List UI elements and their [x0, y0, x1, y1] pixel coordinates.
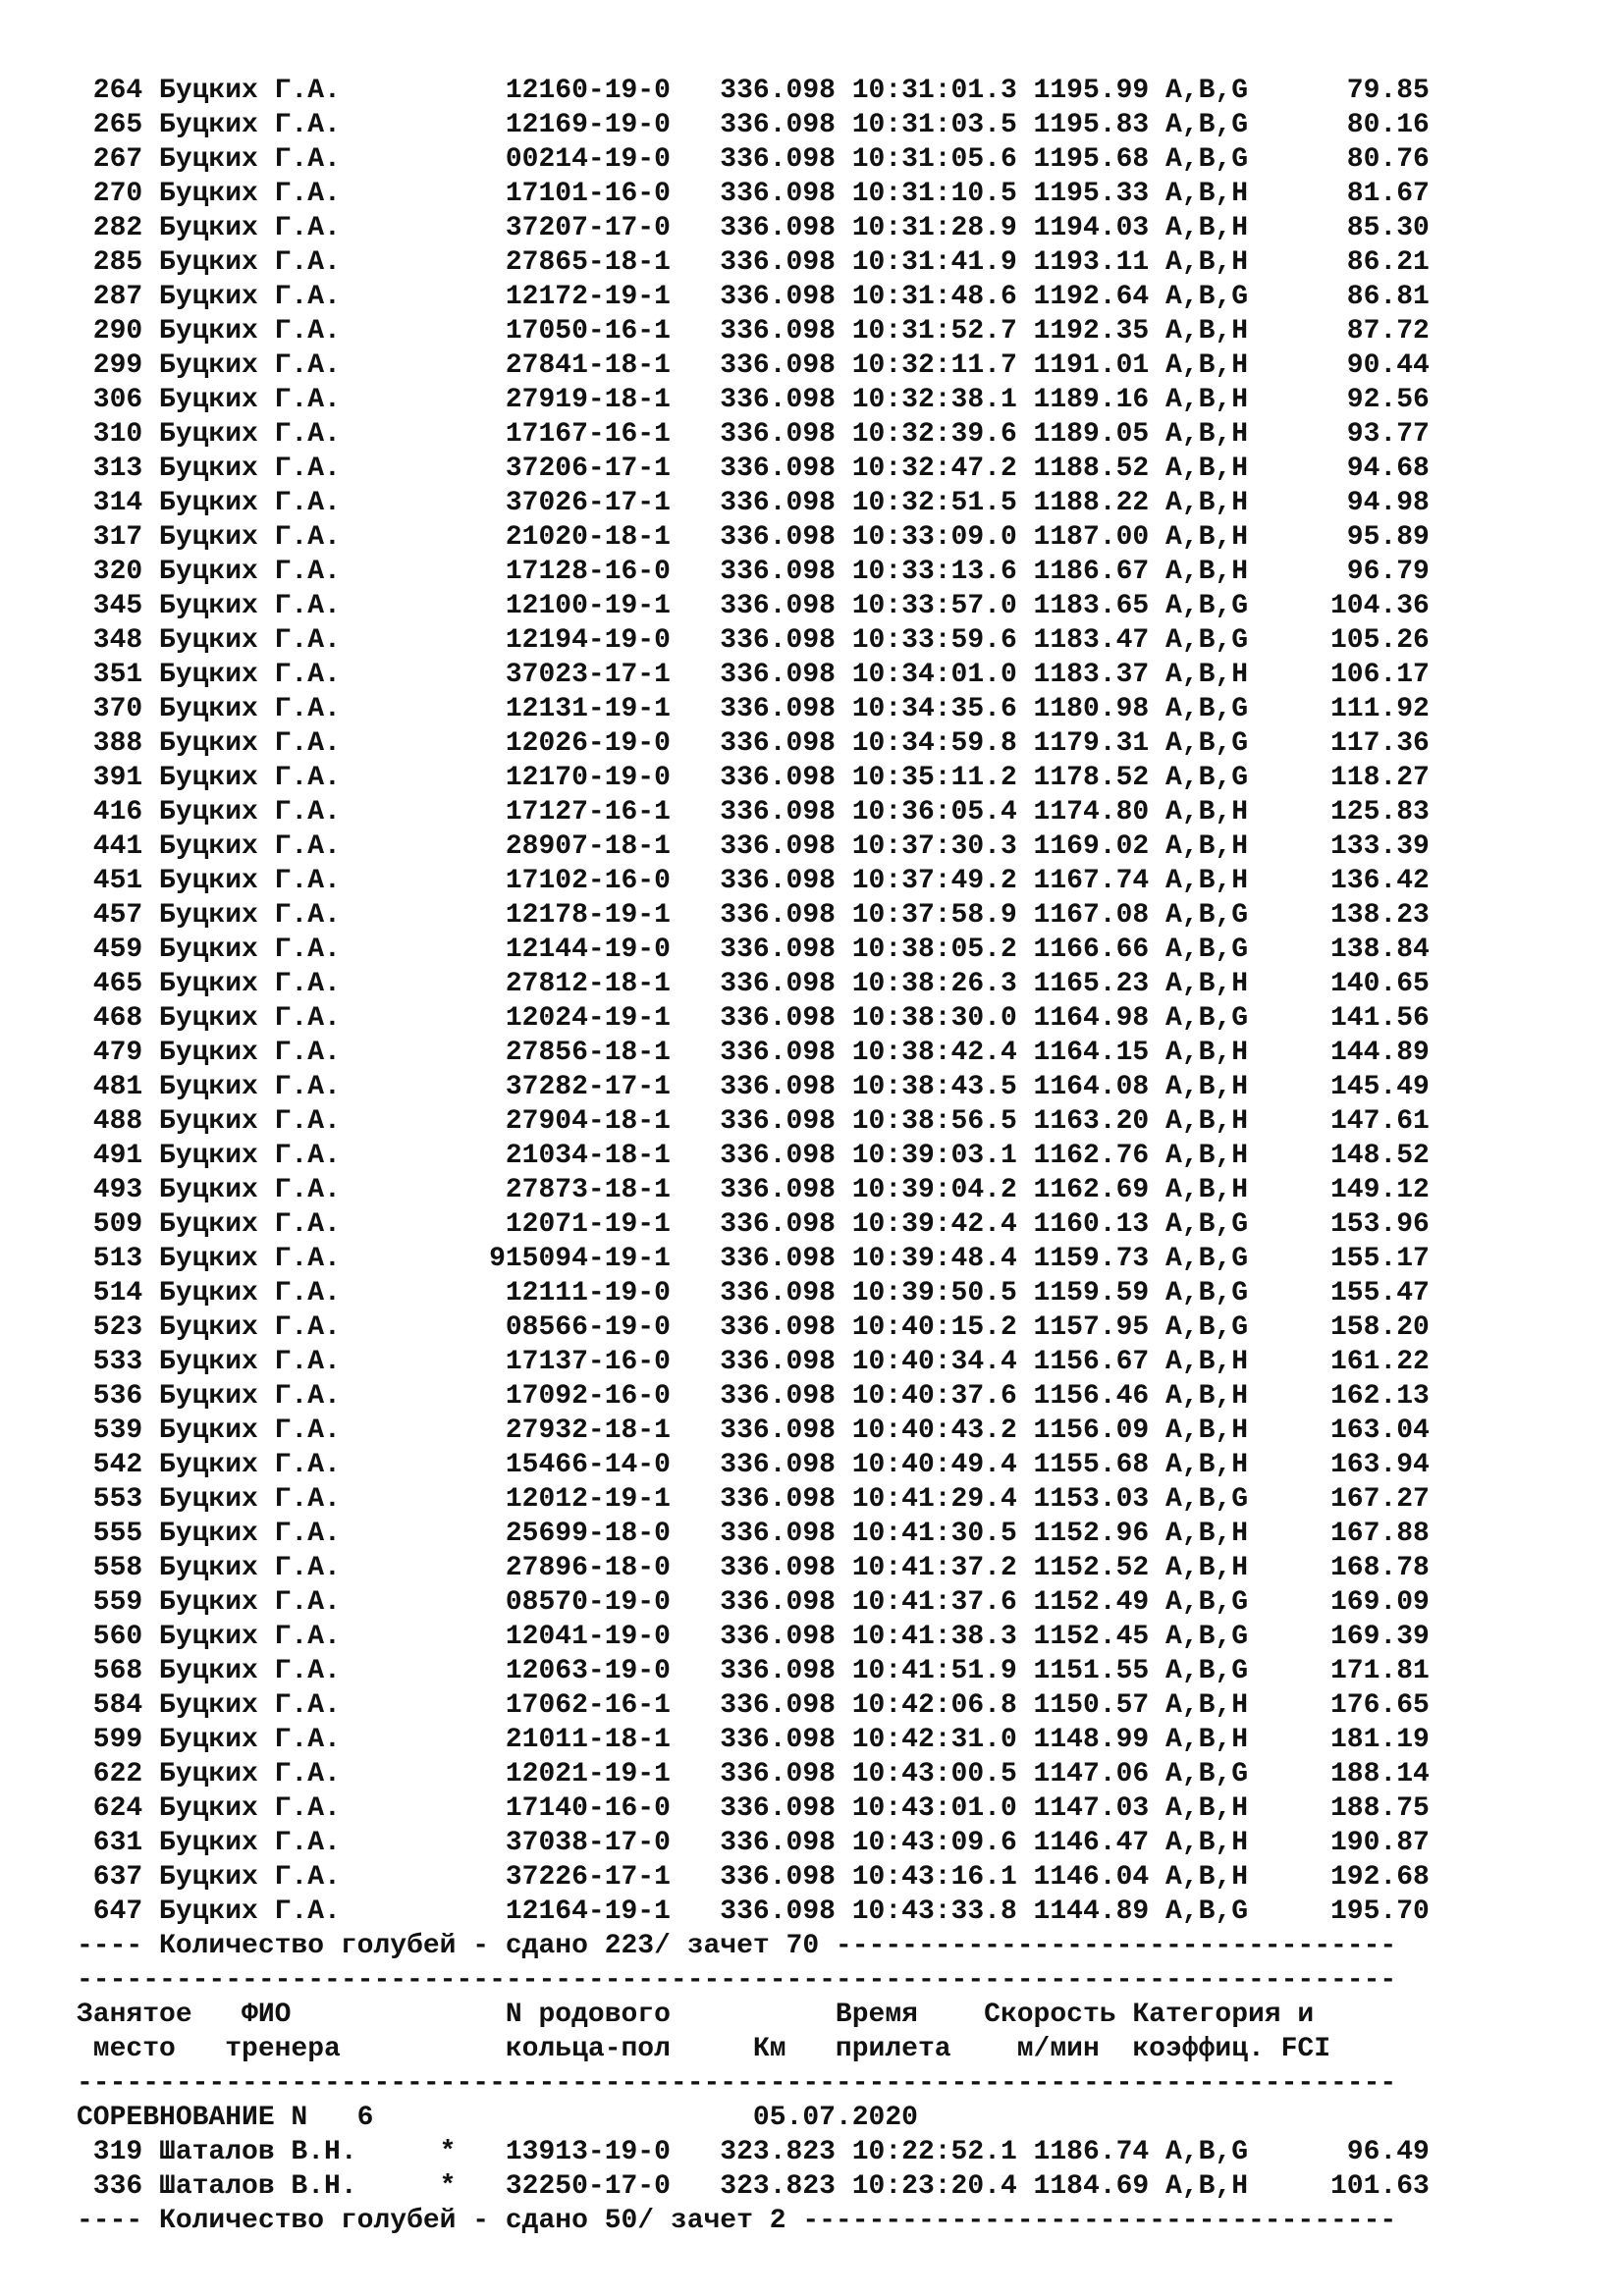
listing-line: 465 Буцких Г.А. 27812-18-1 336.098 10:38:26.3 1165.23 A,B,H 140.65 [77, 969, 1430, 999]
listing-line: 320 Буцких Г.А. 17128-16-0 336.098 10:33:13.6 1186.67 A,B,H 96.79 [77, 557, 1430, 587]
listing-line: СОРЕВНОВАНИЕ N 6 05.07.2020 [77, 2103, 918, 2133]
listing-line: 336 Шаталов В.Н. * 32250-17-0 323.823 10:23:20.4 1184.69 A,B,H 101.63 [77, 2171, 1430, 2202]
listing-line: 637 Буцких Г.А. 37226-17-1 336.098 10:43:16.1 1146.04 A,B,H 192.68 [77, 1862, 1430, 1893]
listing-line: 348 Буцких Г.А. 12194-19-0 336.098 10:33:59.6 1183.47 A,B,G 105.26 [77, 625, 1430, 656]
listing-line: ---- Количество голубей - сдано 223/ зачет 70 ---------------------------------- [77, 1931, 1397, 1961]
listing-line: 290 Буцких Г.А. 17050-16-1 336.098 10:31:52.7 1192.35 A,B,H 87.72 [77, 316, 1430, 347]
listing-line: 622 Буцких Г.А. 12021-19-1 336.098 10:43:00.5 1147.06 A,B,G 188.14 [77, 1759, 1430, 1789]
listing-line: 493 Буцких Г.А. 27873-18-1 336.098 10:39:04.2 1162.69 A,B,H 149.12 [77, 1175, 1430, 1205]
listing-line: 568 Буцких Г.А. 12063-19-0 336.098 10:41:51.9 1151.55 A,B,G 171.81 [77, 1656, 1430, 1686]
listing-line: 491 Буцких Г.А. 21034-18-1 336.098 10:39:03.1 1162.76 A,B,H 148.52 [77, 1141, 1430, 1171]
listing-line: 523 Буцких Г.А. 08566-19-0 336.098 10:40:15.2 1157.95 A,B,G 158.20 [77, 1312, 1430, 1343]
listing-line: 539 Буцких Г.А. 27932-18-1 336.098 10:40:43.2 1156.09 A,B,H 163.04 [77, 1415, 1430, 1446]
listing-line: 584 Буцких Г.А. 17062-16-1 336.098 10:42:06.8 1150.57 A,B,H 176.65 [77, 1690, 1430, 1721]
results-listing [77, 74, 1430, 2238]
listing-line: 391 Буцких Г.А. 12170-19-0 336.098 10:35:11.2 1178.52 A,B,G 118.27 [77, 763, 1430, 793]
listing-line: 459 Буцких Г.А. 12144-19-0 336.098 10:38:05.2 1166.66 A,B,G 138.84 [77, 934, 1430, 965]
listing-line: 553 Буцких Г.А. 12012-19-1 336.098 10:41:29.4 1153.03 A,B,G 167.27 [77, 1484, 1430, 1515]
listing-line: 624 Буцких Г.А. 17140-16-0 336.098 10:43:01.0 1147.03 A,B,H 188.75 [77, 1793, 1430, 1824]
listing-line: 509 Буцких Г.А. 12071-19-1 336.098 10:39:42.4 1160.13 A,B,G 153.96 [77, 1209, 1430, 1240]
listing-line: 314 Буцких Г.А. 37026-17-1 336.098 10:32:51.5 1188.22 A,B,H 94.98 [77, 488, 1430, 518]
listing-line: -------------------------------------------------------------------------------- [77, 1965, 1397, 1996]
listing-line: 457 Буцких Г.А. 12178-19-1 336.098 10:37:58.9 1167.08 A,B,G 138.23 [77, 900, 1430, 931]
listing-line: 285 Буцких Г.А. 27865-18-1 336.098 10:31:41.9 1193.11 A,B,H 86.21 [77, 247, 1430, 278]
listing-line: 282 Буцких Г.А. 37207-17-0 336.098 10:31:28.9 1194.03 A,B,H 85.30 [77, 213, 1430, 243]
listing-line: -------------------------------------------------------------------------------- [77, 2068, 1397, 2099]
listing-line: 599 Буцких Г.А. 21011-18-1 336.098 10:42:31.0 1148.99 A,B,H 181.19 [77, 1725, 1430, 1755]
listing-line: 345 Буцких Г.А. 12100-19-1 336.098 10:33:57.0 1183.65 A,B,G 104.36 [77, 591, 1430, 621]
listing-line: 310 Буцких Г.А. 17167-16-1 336.098 10:32:39.6 1189.05 A,B,H 93.77 [77, 419, 1430, 450]
listing-line: 514 Буцких Г.А. 12111-19-0 336.098 10:39:50.5 1159.59 A,B,G 155.47 [77, 1278, 1430, 1308]
listing-line: 468 Буцких Г.А. 12024-19-1 336.098 10:38:30.0 1164.98 A,B,G 141.56 [77, 1003, 1430, 1034]
listing-line: 555 Буцких Г.А. 25699-18-0 336.098 10:41:30.5 1152.96 A,B,H 167.88 [77, 1519, 1430, 1549]
listing-line: 533 Буцких Г.А. 17137-16-0 336.098 10:40:34.4 1156.67 A,B,H 161.22 [77, 1347, 1430, 1377]
listing-line: 370 Буцких Г.А. 12131-19-1 336.098 10:34:35.6 1180.98 A,B,G 111.92 [77, 694, 1430, 724]
listing-line: 313 Буцких Г.А. 37206-17-1 336.098 10:32:47.2 1188.52 A,B,H 94.68 [77, 454, 1430, 484]
listing-line: 481 Буцких Г.А. 37282-17-1 336.098 10:38:43.5 1164.08 A,B,H 145.49 [77, 1072, 1430, 1102]
listing-line: 416 Буцких Г.А. 17127-16-1 336.098 10:36:05.4 1174.80 A,B,H 125.83 [77, 797, 1430, 828]
listing-line: 479 Буцких Г.А. 27856-18-1 336.098 10:38:42.4 1164.15 A,B,H 144.89 [77, 1038, 1430, 1068]
listing-line: 319 Шаталов В.Н. * 13913-19-0 323.823 10:22:52.1 1186.74 A,B,G 96.49 [77, 2137, 1430, 2167]
listing-line: 488 Буцких Г.А. 27904-18-1 336.098 10:38:56.5 1163.20 A,B,H 147.61 [77, 1106, 1430, 1137]
listing-line: 287 Буцких Г.А. 12172-19-1 336.098 10:31:48.6 1192.64 A,B,G 86.81 [77, 282, 1430, 312]
listing-line: 647 Буцких Г.А. 12164-19-1 336.098 10:43:33.8 1144.89 A,B,G 195.70 [77, 1896, 1430, 1927]
listing-line: ---- Количество голубей - сдано 50/ зачет 2 ------------------------------------ [77, 2206, 1397, 2236]
listing-line: 317 Буцких Г.А. 21020-18-1 336.098 10:33:09.0 1187.00 A,B,H 95.89 [77, 522, 1430, 553]
listing-line: 351 Буцких Г.А. 37023-17-1 336.098 10:34:01.0 1183.37 A,B,H 106.17 [77, 660, 1430, 690]
listing-line: Занятое ФИО N родового Время Скорость Категория и [77, 2000, 1315, 2030]
listing-line: 513 Буцких Г.А. 915094-19-1 336.098 10:39:48.4 1159.73 A,B,G 155.17 [77, 1244, 1430, 1274]
listing-line: 270 Буцких Г.А. 17101-16-0 336.098 10:31:10.5 1195.33 A,B,H 81.67 [77, 179, 1430, 209]
listing-line: 451 Буцких Г.А. 17102-16-0 336.098 10:37:49.2 1167.74 A,B,H 136.42 [77, 866, 1430, 896]
listing-line: 631 Буцких Г.А. 37038-17-0 336.098 10:43:09.6 1146.47 A,B,H 190.87 [77, 1828, 1430, 1858]
listing-line: 299 Буцких Г.А. 27841-18-1 336.098 10:32:11.7 1191.01 A,B,H 90.44 [77, 350, 1430, 381]
listing-line: 388 Буцких Г.А. 12026-19-0 336.098 10:34:59.8 1179.31 A,B,G 117.36 [77, 728, 1430, 759]
listing-line: 560 Буцких Г.А. 12041-19-0 336.098 10:41:38.3 1152.45 A,B,G 169.39 [77, 1622, 1430, 1652]
listing-line: место тренера кольца-пол Км прилета м/мин коэффиц. FCI [77, 2034, 1331, 2064]
listing-line: 264 Буцких Г.А. 12160-19-0 336.098 10:31:01.3 1195.99 A,B,G 79.85 [77, 76, 1430, 106]
listing-line: 542 Буцких Г.А. 15466-14-0 336.098 10:40:49.4 1155.68 A,B,H 163.94 [77, 1450, 1430, 1480]
listing-line: 536 Буцких Г.А. 17092-16-0 336.098 10:40:37.6 1156.46 A,B,H 162.13 [77, 1381, 1430, 1412]
listing-line: 265 Буцких Г.А. 12169-19-0 336.098 10:31:03.5 1195.83 A,B,G 80.16 [77, 110, 1430, 140]
listing-line: 559 Буцких Г.А. 08570-19-0 336.098 10:41:37.6 1152.49 A,B,G 169.09 [77, 1587, 1430, 1618]
listing-line: 267 Буцких Г.А. 00214-19-0 336.098 10:31:05.6 1195.68 A,B,G 80.76 [77, 144, 1430, 175]
listing-line: 441 Буцких Г.А. 28907-18-1 336.098 10:37:30.3 1169.02 A,B,H 133.39 [77, 831, 1430, 862]
listing-line: 306 Буцких Г.А. 27919-18-1 336.098 10:32:38.1 1189.16 A,B,H 92.56 [77, 385, 1430, 415]
listing-line: 558 Буцких Г.А. 27896-18-0 336.098 10:41:37.2 1152.52 A,B,H 168.78 [77, 1553, 1430, 1583]
